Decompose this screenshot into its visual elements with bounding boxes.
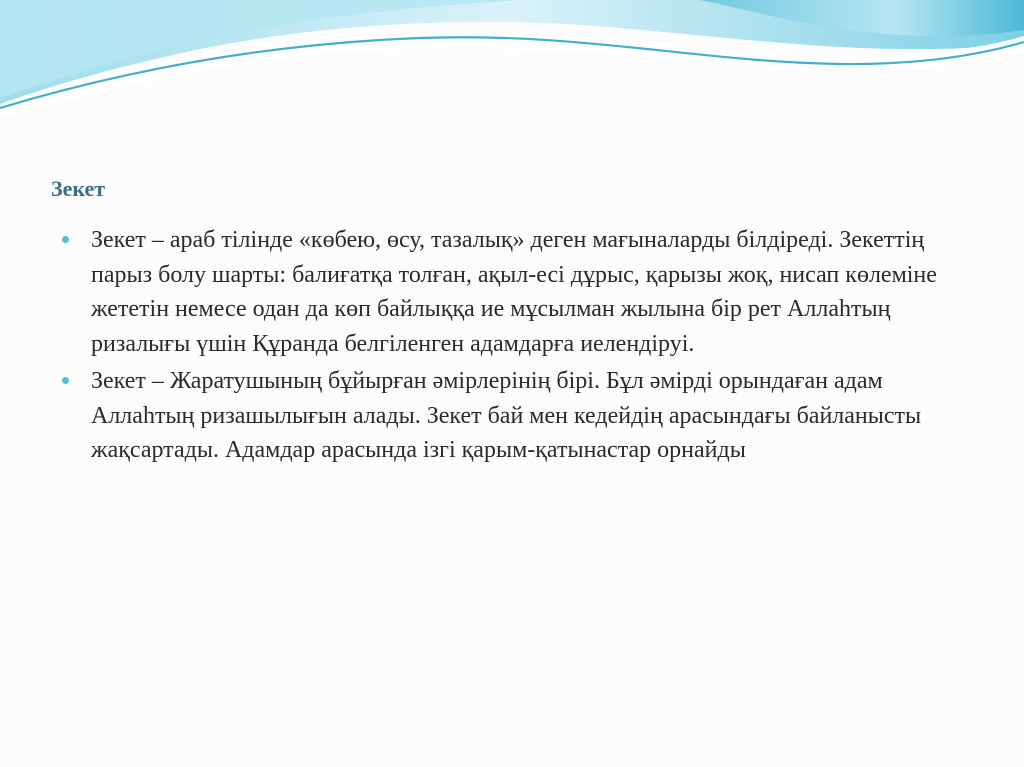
bullet-list (58, 223, 968, 471)
slide-title: Зекет (51, 176, 106, 201)
wave-banner-decoration (0, 0, 1024, 120)
bullet-text: Зекет – араб тілінде «көбею, өсу, тазалық» деген мағыналарды білдіреді. Зекеттің парыз болу шарты: балиғатқа толған, ақыл-есі дұрыс, қарызы жоқ, нисап көлеміне жететін немесе одан да көп байлыққа ие мұсылман жылына бір рет Аллаһтың ризалығы үшін Құранда белгіленген адамдарға иелендіруі. (91, 227, 937, 357)
bullet-dot-icon (62, 236, 69, 243)
list-item (58, 223, 968, 361)
list-item (58, 364, 968, 468)
bullet-dot-icon (62, 377, 69, 384)
bullet-text: Зекет – Жаратушының бұйырған әмірлерінің бірі. Бұл әмірді орындаған адам Аллаһтың ризашылығын алады. Зекет бай мен кедейдің арасындағы байланысты жақсартады. Адамдар арасында ізгі қарым-қатынастар орнайды (91, 368, 922, 463)
